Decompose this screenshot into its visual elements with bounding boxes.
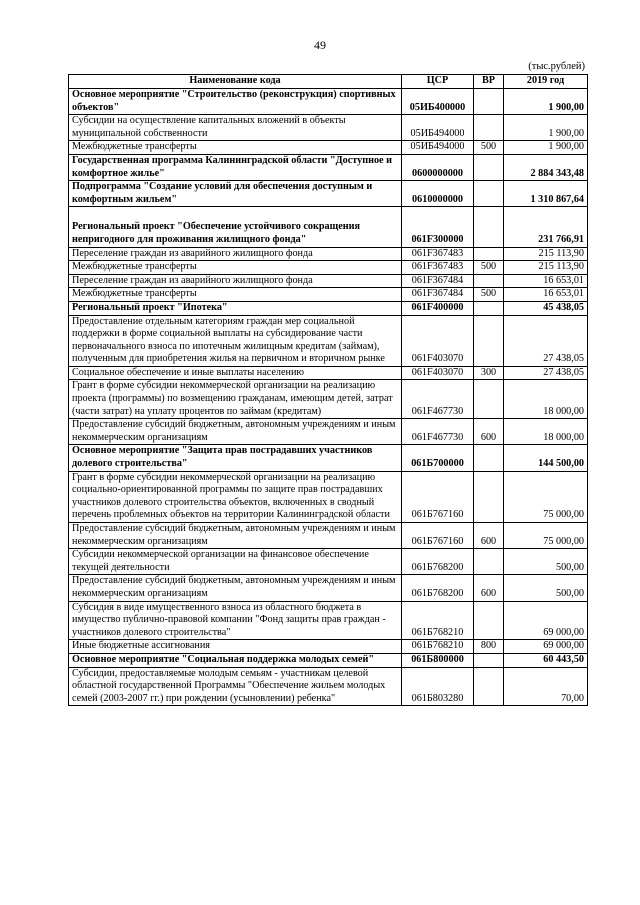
row-name: Предоставление субсидий бюджетным, автономным учреждениям и иным некоммерческим организациям bbox=[69, 575, 402, 601]
row-csr: 061F367483 bbox=[402, 261, 474, 275]
table-row bbox=[69, 640, 588, 654]
row-name: Межбюджетные трансферты bbox=[69, 141, 402, 155]
table-row bbox=[69, 419, 588, 445]
row-sum: 231 766,91 bbox=[504, 207, 588, 247]
table-row bbox=[69, 89, 588, 115]
row-sum: 45 438,05 bbox=[504, 301, 588, 315]
row-vr bbox=[474, 445, 504, 471]
row-name: Региональный проект "Ипотека" bbox=[69, 301, 402, 315]
row-vr: 500 bbox=[474, 141, 504, 155]
row-sum: 69 000,00 bbox=[504, 601, 588, 640]
row-sum: 16 653,01 bbox=[504, 274, 588, 288]
row-sum: 1 900,00 bbox=[504, 141, 588, 155]
row-name: Основное мероприятие "Строительство (реконструкция) спортивных объектов" bbox=[69, 89, 402, 115]
table-row bbox=[69, 575, 588, 601]
row-csr: 061Б700000 bbox=[402, 445, 474, 471]
row-csr: 061F300000 bbox=[402, 207, 474, 247]
row-csr: 061Б767160 bbox=[402, 523, 474, 549]
row-csr: 05ИБ400000 bbox=[402, 89, 474, 115]
row-name: Предоставление субсидий бюджетным, автономным учреждениям и иным некоммерческим организациям bbox=[69, 523, 402, 549]
row-vr: 600 bbox=[474, 523, 504, 549]
row-csr: 061Б768200 bbox=[402, 575, 474, 601]
table-row bbox=[69, 288, 588, 302]
row-vr bbox=[474, 315, 504, 366]
table-row bbox=[69, 315, 588, 366]
row-vr bbox=[474, 301, 504, 315]
header-name: Наименование кода bbox=[69, 75, 402, 89]
table-row bbox=[69, 667, 588, 706]
row-name: Региональный проект "Обеспечение устойчивого сокращения непригодного для проживания жилищного фонда" bbox=[69, 207, 402, 247]
row-sum: 16 653,01 bbox=[504, 288, 588, 302]
row-vr: 800 bbox=[474, 640, 504, 654]
row-vr: 500 bbox=[474, 261, 504, 275]
row-vr: 600 bbox=[474, 419, 504, 445]
table-row bbox=[69, 380, 588, 419]
row-vr bbox=[474, 274, 504, 288]
table-row bbox=[69, 141, 588, 155]
header-csr: ЦСР bbox=[402, 75, 474, 89]
row-sum: 27 438,05 bbox=[504, 315, 588, 366]
row-csr: 061F367483 bbox=[402, 247, 474, 261]
row-name: Грант в форме субсидии некоммерческой организации на реализацию социально-ориентированной программы по защите прав пострадавших участников долевого строительства объектов, включенных в сводный перечень проблемных объектов на территории Калининградской области bbox=[69, 471, 402, 522]
row-sum: 27 438,05 bbox=[504, 366, 588, 380]
page-number: 49 bbox=[314, 38, 326, 52]
row-name: Предоставление субсидий бюджетным, автономным учреждениям и иным некоммерческим организациям bbox=[69, 419, 402, 445]
row-vr bbox=[474, 207, 504, 247]
row-vr: 600 bbox=[474, 575, 504, 601]
table-row bbox=[69, 471, 588, 522]
table-row bbox=[69, 445, 588, 471]
row-sum: 18 000,00 bbox=[504, 419, 588, 445]
row-sum: 500,00 bbox=[504, 549, 588, 575]
row-csr: 061Б800000 bbox=[402, 653, 474, 667]
row-sum: 70,00 bbox=[504, 667, 588, 706]
header-year: 2019 год bbox=[504, 75, 588, 89]
row-csr: 061F467730 bbox=[402, 380, 474, 419]
table-row bbox=[69, 247, 588, 261]
row-sum: 69 000,00 bbox=[504, 640, 588, 654]
table-row bbox=[69, 549, 588, 575]
row-vr bbox=[474, 154, 504, 180]
row-csr: 061Б767160 bbox=[402, 471, 474, 522]
table-row bbox=[69, 115, 588, 141]
unit-note: (тыс.рублей) bbox=[528, 61, 585, 72]
row-csr: 061F403070 bbox=[402, 366, 474, 380]
table-row bbox=[69, 366, 588, 380]
row-csr: 061F367484 bbox=[402, 274, 474, 288]
row-name: Переселение граждан из аварийного жилищного фонда bbox=[69, 247, 402, 261]
table-row bbox=[69, 207, 588, 247]
row-vr bbox=[474, 247, 504, 261]
row-sum: 215 113,90 bbox=[504, 261, 588, 275]
row-csr: 061Б768200 bbox=[402, 549, 474, 575]
row-csr: 061Б768210 bbox=[402, 640, 474, 654]
row-vr bbox=[474, 115, 504, 141]
row-name: Основное мероприятие "Защита прав пострадавших участников долевого строительства" bbox=[69, 445, 402, 471]
table-row bbox=[69, 181, 588, 207]
row-name: Субсидии, предоставляемые молодым семьям - участникам целевой областной государственной Программы "Обеспечение жильем молодых семей (2003-2007 гг.) при рождении (усыновлении) ребенка" bbox=[69, 667, 402, 706]
row-sum: 1 900,00 bbox=[504, 115, 588, 141]
row-vr bbox=[474, 601, 504, 640]
row-csr: 05ИБ494000 bbox=[402, 141, 474, 155]
row-name: Государственная программа Калининградской области "Доступное и комфортное жилье" bbox=[69, 154, 402, 180]
row-sum: 75 000,00 bbox=[504, 471, 588, 522]
row-csr: 0610000000 bbox=[402, 181, 474, 207]
row-name: Социальное обеспечение и иные выплаты населению bbox=[69, 366, 402, 380]
row-name: Субсидии некоммерческой организации на финансовое обеспечение текущей деятельности bbox=[69, 549, 402, 575]
row-vr: 500 bbox=[474, 288, 504, 302]
row-sum: 500,00 bbox=[504, 575, 588, 601]
row-name: Основное мероприятие "Социальная поддержка молодых семей" bbox=[69, 653, 402, 667]
header-vr: ВР bbox=[474, 75, 504, 89]
row-csr: 061Б803280 bbox=[402, 667, 474, 706]
table-row bbox=[69, 274, 588, 288]
row-vr bbox=[474, 549, 504, 575]
row-sum: 75 000,00 bbox=[504, 523, 588, 549]
row-vr bbox=[474, 667, 504, 706]
row-sum: 144 500,00 bbox=[504, 445, 588, 471]
row-name: Межбюджетные трансферты bbox=[69, 261, 402, 275]
row-name: Подпрограмма "Создание условий для обеспечения доступным и комфортным жильем" bbox=[69, 181, 402, 207]
row-csr: 0600000000 bbox=[402, 154, 474, 180]
row-sum: 2 884 343,48 bbox=[504, 154, 588, 180]
table-row bbox=[69, 601, 588, 640]
row-sum: 60 443,50 bbox=[504, 653, 588, 667]
table-row bbox=[69, 154, 588, 180]
row-vr: 300 bbox=[474, 366, 504, 380]
row-name: Субсидия в виде имущественного взноса из областного бюджета в имущество публично-правовой компании "Фонд защиты прав граждан - участников долевого строительства" bbox=[69, 601, 402, 640]
table-row bbox=[69, 261, 588, 275]
row-sum: 1 310 867,64 bbox=[504, 181, 588, 207]
table-row bbox=[69, 523, 588, 549]
row-vr bbox=[474, 471, 504, 522]
row-name: Субсидии на осуществление капитальных вложений в объекты муниципальной собственности bbox=[69, 115, 402, 141]
row-csr: 061F367484 bbox=[402, 288, 474, 302]
row-name: Предоставление отдельным категориям граждан мер социальной поддержки в форме социальной выплаты на субсидирование части первоначального взноса по ипотечным жилищным кредитам (займам), полученным для приобретения жилья на первичном и вторичном рынке bbox=[69, 315, 402, 366]
row-csr: 061F467730 bbox=[402, 419, 474, 445]
row-name: Переселение граждан из аварийного жилищного фонда bbox=[69, 274, 402, 288]
row-vr bbox=[474, 89, 504, 115]
table-row bbox=[69, 653, 588, 667]
row-name: Грант в форме субсидии некоммерческой организации на реализацию проекта (программы) по возмещению гражданам, имеющим детей, затрат (части затрат) на уплату процентов по займам (кредитам) bbox=[69, 380, 402, 419]
row-name: Межбюджетные трансферты bbox=[69, 288, 402, 302]
row-sum: 215 113,90 bbox=[504, 247, 588, 261]
row-csr: 061F400000 bbox=[402, 301, 474, 315]
budget-table bbox=[68, 74, 588, 706]
row-sum: 18 000,00 bbox=[504, 380, 588, 419]
table-header-row bbox=[69, 75, 588, 89]
row-vr bbox=[474, 380, 504, 419]
table-row bbox=[69, 301, 588, 315]
row-vr bbox=[474, 181, 504, 207]
row-csr: 061Б768210 bbox=[402, 601, 474, 640]
row-vr bbox=[474, 653, 504, 667]
row-name: Иные бюджетные ассигнования bbox=[69, 640, 402, 654]
row-csr: 061F403070 bbox=[402, 315, 474, 366]
row-csr: 05ИБ494000 bbox=[402, 115, 474, 141]
row-sum: 1 900,00 bbox=[504, 89, 588, 115]
